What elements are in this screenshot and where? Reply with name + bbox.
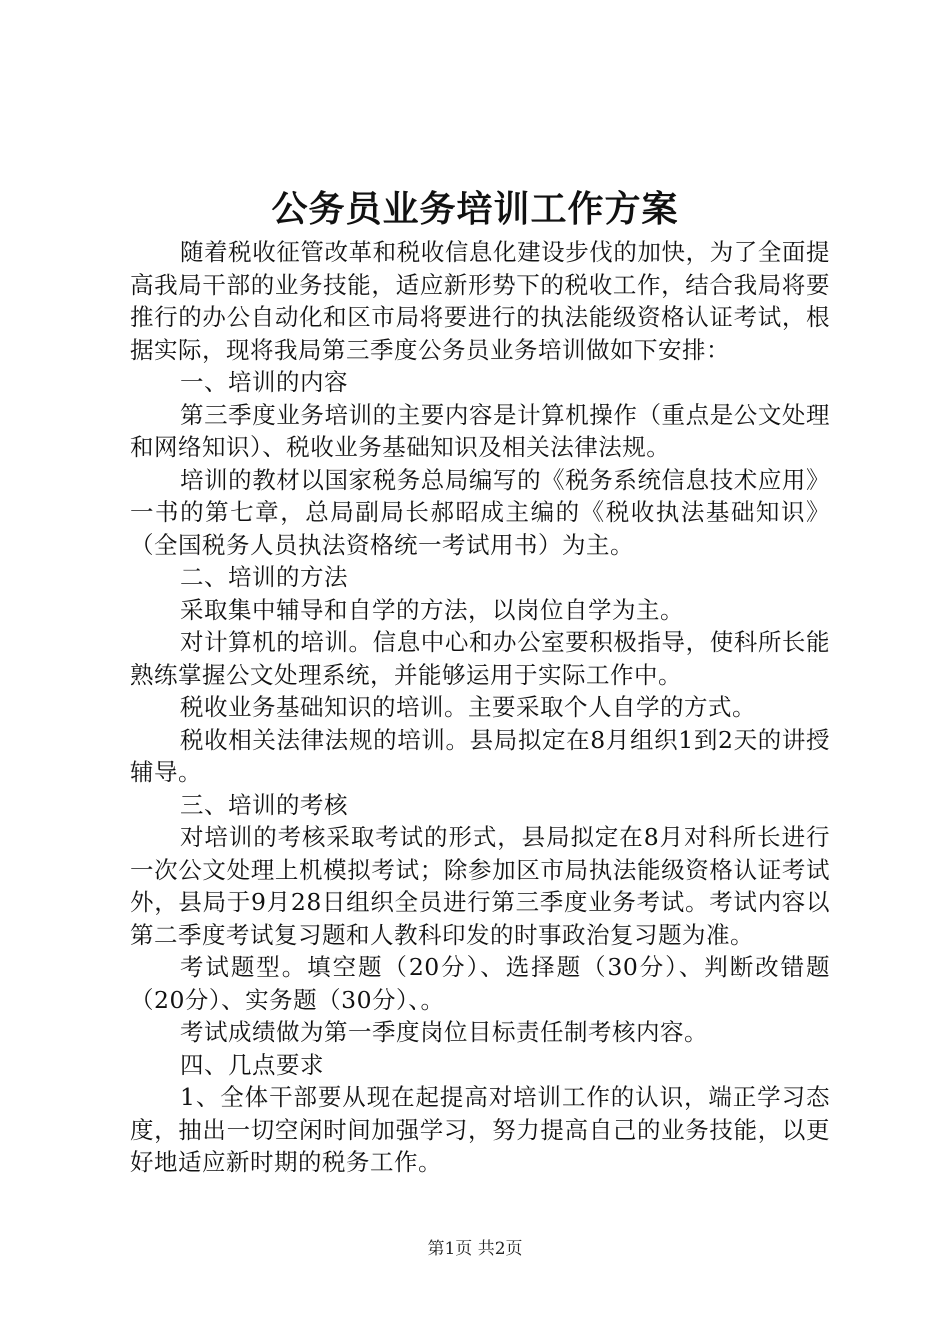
method-paragraph: 采取集中辅导和自学的方法，以岗位自学为主。 — [180, 595, 684, 624]
section-heading-content: 一、培训的内容 — [180, 368, 348, 396]
page-footer — [0, 1238, 950, 1260]
section-heading-requirements: 四、几点要求 — [180, 1050, 324, 1079]
tax-basics-paragraph: 税收业务基础知识的培训。主要采取个人自学的方式。 — [180, 693, 756, 721]
document-title: 公务员业务培训工作方案 — [271, 188, 679, 230]
page-number-current: 第1页 — [427, 1239, 473, 1259]
assessment-paragraph: 对培训的考核采取考试的形式，县局拟定在8月对科所长进行一次公文处理上机模拟考试；除参加区市局执法能级资格认证考试外，县局于9月28日组织全员进行第三季度业务考试。考试内容以第二季度考试复习题和人教科印发的时事政治复习题为准。 — [130, 823, 830, 949]
section-heading-method: 二、培训的方法 — [180, 563, 348, 591]
section-heading-assessment: 三、培训的考核 — [180, 790, 348, 819]
document-body — [130, 236, 830, 1179]
question-types-paragraph: 考试题型。填空题（20分）、选择题（30分）、判断改错题（20分）、实务题（30分）、。 — [130, 953, 830, 1014]
materials-paragraph: 培训的教材以国家税务总局编写的《税务系统信息技术应用》一书的第七章，总局副局长郝昭成主编的《税收执法基础知识》（全国税务人员执法资格统一考试用书）为主。 — [130, 465, 830, 559]
requirement-1-paragraph: 1、全体干部要从现在起提高对培训工作的认识，端正学习态度，抽出一切空闲时间加强学习，努力提高自己的业务技能，以更好地适应新时期的税务工作。 — [130, 1083, 830, 1176]
page-number-total: 共2页 — [477, 1239, 523, 1259]
results-paragraph: 考试成绩做为第一季度岗位目标责任制考核内容。 — [180, 1018, 708, 1046]
intro-paragraph: 随着税收征管改革和税收信息化建设步伐的加快，为了全面提高我局干部的业务技能，适应新形势下的税收工作，结合我局将要推行的办公自动化和区市局将要进行的执法能级资格认证考试，根据实际，现将我局第三季度公务员业务培训做如下安排： — [130, 238, 830, 364]
law-training-paragraph: 税收相关法律法规的培训。县局拟定在8月组织1到2天的讲授辅导。 — [130, 725, 830, 786]
content-paragraph: 第三季度业务培训的主要内容是计算机操作（重点是公文处理和网络知识）、税收业务基础知识及相关法律法规。 — [130, 400, 830, 461]
computer-training-paragraph: 对计算机的培训。信息中心和办公室要积极指导，使科所长能熟练掌握公文处理系统，并能够运用于实际工作中。 — [130, 628, 830, 689]
